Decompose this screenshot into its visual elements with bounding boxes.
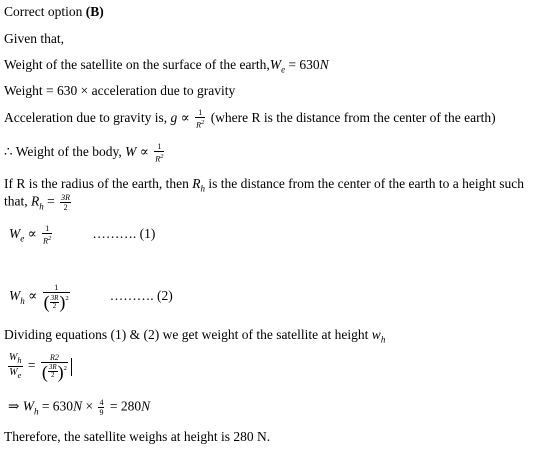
given-line: Given that,: [4, 31, 64, 46]
ratio-close-paren: ): [57, 361, 64, 382]
result-fraction-den: 9: [99, 408, 104, 417]
weight-surface-text: Weight of the satellite on the surface of the earth,: [4, 57, 270, 72]
ratio-open-paren: (: [41, 361, 48, 382]
radius-line: [4, 176, 524, 194]
eq2-open-paren: (: [43, 292, 50, 312]
radius-text1: If R is the radius of the earth, then: [4, 176, 193, 191]
eq1-sub: e: [20, 233, 25, 244]
such-that-num: 3R: [61, 193, 71, 202]
ratio-line: [6, 352, 72, 381]
eq2-inner-den: 2: [52, 301, 57, 310]
body-weight-line: [4, 142, 166, 164]
eq1-fraction: [42, 224, 52, 246]
eq2-prop: ∝: [24, 288, 41, 304]
weight-eq: = 630: [285, 57, 320, 72]
ratio-lhs-den-sub: e: [17, 371, 22, 380]
ratio-inner-den: 2: [51, 371, 55, 379]
ratio-lhs-den-symbol: W: [9, 367, 18, 378]
ratio-lhs-den: [8, 367, 23, 381]
weight-def-line: [4, 83, 235, 99]
ratio-lhs-num-symbol: W: [9, 352, 18, 363]
body-weight-num: 1: [154, 142, 164, 152]
such-that-symbol: R: [31, 193, 40, 209]
eq2-close-paren: ): [59, 292, 66, 312]
eq2-sub: h: [20, 295, 25, 306]
result-prefix: ⇒: [8, 398, 23, 414]
dividing-sub: h: [380, 334, 386, 345]
eq2-label: ………. (2): [109, 288, 173, 304]
such-that-den: 2: [63, 203, 68, 212]
heading-prefix: Correct option: [4, 4, 86, 19]
heading-option: (B): [85, 4, 104, 19]
ratio-lhs-num-sub: h: [17, 356, 22, 365]
eq1-line: [9, 224, 155, 246]
eq2-inner-fraction: [50, 295, 60, 310]
ratio-rhs-den: [41, 363, 68, 381]
gravity-symbol: g: [170, 109, 178, 125]
result-symbol: W: [22, 398, 34, 414]
gravity-prefix: Acceleration due to gravity is,: [4, 109, 171, 125]
gravity-suffix: (where R is the distance from the center of the earth): [207, 109, 496, 125]
eq1-den-exp: 2: [48, 235, 52, 242]
ratio-rhs: [41, 353, 68, 381]
ratio-exp: 2: [63, 364, 67, 372]
body-weight-den-base: R: [155, 154, 161, 164]
result-eq1: = 630: [38, 398, 74, 414]
radius-sub: h: [200, 183, 205, 194]
eq1-prop: ∝: [24, 225, 41, 241]
body-weight-prefix: ∴ Weight of the body,: [4, 143, 126, 159]
ratio-lhs: [8, 352, 23, 381]
eq2-exp: 2: [65, 295, 69, 303]
body-weight-den: [154, 152, 164, 164]
ratio-inner-num: 3R: [48, 363, 57, 371]
eq2-den: [43, 293, 70, 311]
dividing-line: [4, 327, 385, 345]
result-eq2: = 280: [106, 398, 142, 414]
weight-sub: e: [281, 64, 286, 75]
result-sub: h: [33, 406, 39, 417]
dividing-symbol: w: [371, 327, 381, 342]
eq2-symbol: W: [9, 288, 21, 304]
ratio-lhs-num: [8, 352, 23, 367]
such-that-fraction: [60, 193, 71, 212]
ratio-inner-fraction: [48, 364, 58, 379]
body-weight-prop: ∝: [136, 143, 153, 159]
result-unit2: N: [141, 398, 151, 414]
such-that-prefix: that,: [4, 193, 31, 209]
radius-symbol: R: [192, 176, 201, 191]
gravity-fraction: [195, 108, 205, 130]
gravity-line: [4, 108, 496, 130]
body-weight-den-exp: 2: [160, 153, 164, 160]
such-that-eq: =: [43, 193, 59, 209]
eq2-line: [9, 283, 173, 311]
gravity-num: 1: [195, 108, 205, 118]
eq1-symbol: W: [9, 225, 21, 241]
eq2-fraction: [43, 283, 70, 311]
gravity-prop: ∝: [177, 109, 194, 125]
gravity-den-base: R: [196, 120, 201, 130]
weight-surface-line: [4, 57, 329, 75]
body-weight-symbol: W: [125, 143, 137, 159]
gravity-den: [195, 118, 205, 130]
radius-text2: is the distance from the center of the earth to a height such: [204, 176, 524, 191]
conclusion-line: Therefore, the satellite weighs at height is 280 N.: [4, 429, 271, 444]
such-that-sub: h: [39, 201, 44, 212]
eq1-num: 1: [42, 224, 52, 234]
result-times: ×: [82, 398, 97, 414]
body-weight-fraction: [154, 142, 164, 164]
ratio-rhs-num: R2: [41, 353, 68, 363]
eq1-label: ………. (1): [92, 225, 156, 241]
eq1-den-base: R: [43, 236, 49, 246]
such-that-line: [4, 193, 73, 212]
result-fraction: [98, 398, 104, 417]
result-line: [8, 398, 150, 417]
heading: [4, 4, 104, 20]
result-unit: N: [73, 398, 83, 414]
eq2-inner-num: 3R: [50, 293, 59, 302]
weight-def-right: × acceleration due to gravity: [80, 83, 236, 98]
ratio-eq: =: [24, 357, 39, 373]
weight-def-left: Weight = 630: [4, 83, 81, 98]
weight-symbol: W: [269, 57, 282, 72]
gravity-den-exp: 2: [200, 119, 205, 126]
result-fraction-num: 4: [99, 398, 104, 407]
weight-unit: N: [319, 57, 329, 72]
cursor-bar: [71, 358, 72, 376]
dividing-text: Dividing equations (1) & (2) we get weight of the satellite at height: [4, 327, 372, 342]
eq2-num: 1: [43, 283, 70, 293]
eq1-den: [42, 234, 52, 246]
